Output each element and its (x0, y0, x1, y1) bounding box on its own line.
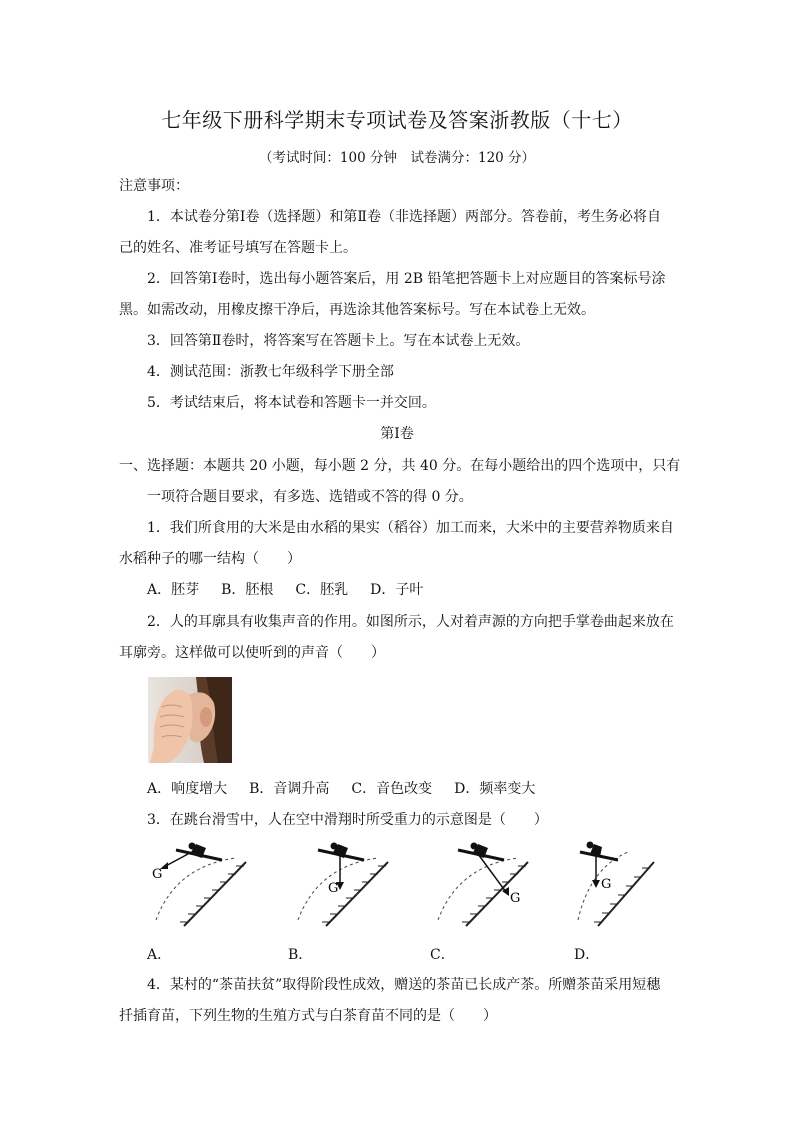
q3-figure-b[interactable] (288, 838, 398, 934)
q3-label-a[interactable]: A． (147, 947, 172, 963)
notice-item-1: 1．本试卷分第Ⅰ卷（选择题）和第Ⅱ卷（非选择题）两部分。答卷前，考生务必将自 (147, 209, 661, 225)
q1-option-d[interactable]: D．子叶 (370, 582, 424, 598)
q3-label-d[interactable]: D． (574, 947, 600, 963)
notice-item-2-cont: 黑。如需改动，用橡皮擦干净后，再选涂其他答案标号。写在本试卷上无效。 (119, 302, 595, 318)
q3-figure-b-g: G (328, 881, 339, 896)
q1-option-a[interactable]: A．胚芽 (147, 582, 200, 598)
notice-item-3: 3．回答第Ⅱ卷时，将答案写在答题卡上。写在本试卷上无效。 (147, 333, 530, 349)
q1-option-c[interactable]: C．胚乳 (295, 582, 349, 598)
q4-stem-cont: 扦插育苗，下列生物的生殖方式与白茶育苗不同的是（ ） (119, 1008, 497, 1024)
q2-option-b[interactable]: B．音调升高 (249, 781, 330, 797)
q1-stem: 1．我们所食用的大米是由水稻的果实（稻谷）加工而来，大米中的主要营养物质来自 (147, 520, 674, 536)
q3-label-c[interactable]: C． (430, 947, 455, 963)
q2-option-d[interactable]: D．频率变大 (454, 781, 536, 797)
q3-figure-a-g: G (152, 867, 163, 882)
notice-heading: 注意事项： (119, 178, 189, 194)
exam-title: 七年级下册科学期末专项试卷及答案浙教版（十七） (161, 108, 633, 132)
q2-stem-cont: 耳廓旁。这样做可以使听到的声音（ ） (119, 645, 385, 661)
exam-subtitle: （考试时间：100 分钟 试卷满分：120 分） (258, 150, 536, 166)
q1-stem-cont: 水稻种子的哪一结构（ ） (119, 551, 301, 567)
q3-label-b[interactable]: B． (288, 947, 313, 963)
q3-figure-d[interactable] (568, 838, 678, 934)
q2-stem: 2．人的耳廓具有收集声音的作用。如图所示，人对着声源的方向把手掌卷曲起来放在 (147, 614, 674, 630)
notice-item-4: 4．测试范围：浙教七年级科学下册全部 (147, 364, 394, 380)
ear-hand-photo (148, 677, 232, 763)
q3-figure-c-g: G (510, 891, 521, 906)
notice-item-2: 2．回答第Ⅰ卷时，选出每小题答案后，用 2B 铅笔把答题卡上对应题目的答案标号涂 (147, 271, 666, 287)
q2-options (147, 779, 707, 799)
part1-instructions-cont: 一项符合题目要求，有多选、选错或不答的得 0 分。 (147, 489, 473, 505)
notice-item-1-cont: 己的姓名、准考证号填写在答题卡上。 (119, 240, 357, 256)
q3-figure-d-g: G (601, 877, 612, 892)
q2-option-c[interactable]: C．音色改变 (351, 781, 433, 797)
notice-item-5: 5．考试结束后，将本试卷和答题卡一并交回。 (147, 395, 436, 411)
q3-figure-c[interactable] (428, 838, 538, 934)
q1-option-b[interactable]: B．胚根 (221, 582, 274, 598)
section-title: 第Ⅰ卷 (380, 426, 414, 442)
q2-option-a[interactable]: A．响度增大 (147, 781, 228, 797)
part1-instructions: 一、选择题：本题共 20 小题，每小题 2 分，共 40 分。在每小题给出的四个选项中，只有 (119, 458, 681, 474)
q3-figure-a[interactable] (146, 838, 256, 934)
q1-options (147, 580, 707, 600)
q4-stem: 4．某村的“茶苗扶贫”取得阶段性成效，赠送的茶苗已长成产茶。所赠茶苗采用短穗 (147, 977, 661, 993)
q3-stem: 3．在跳台滑雪中，人在空中滑翔时所受重力的示意图是（ ） (147, 812, 548, 828)
